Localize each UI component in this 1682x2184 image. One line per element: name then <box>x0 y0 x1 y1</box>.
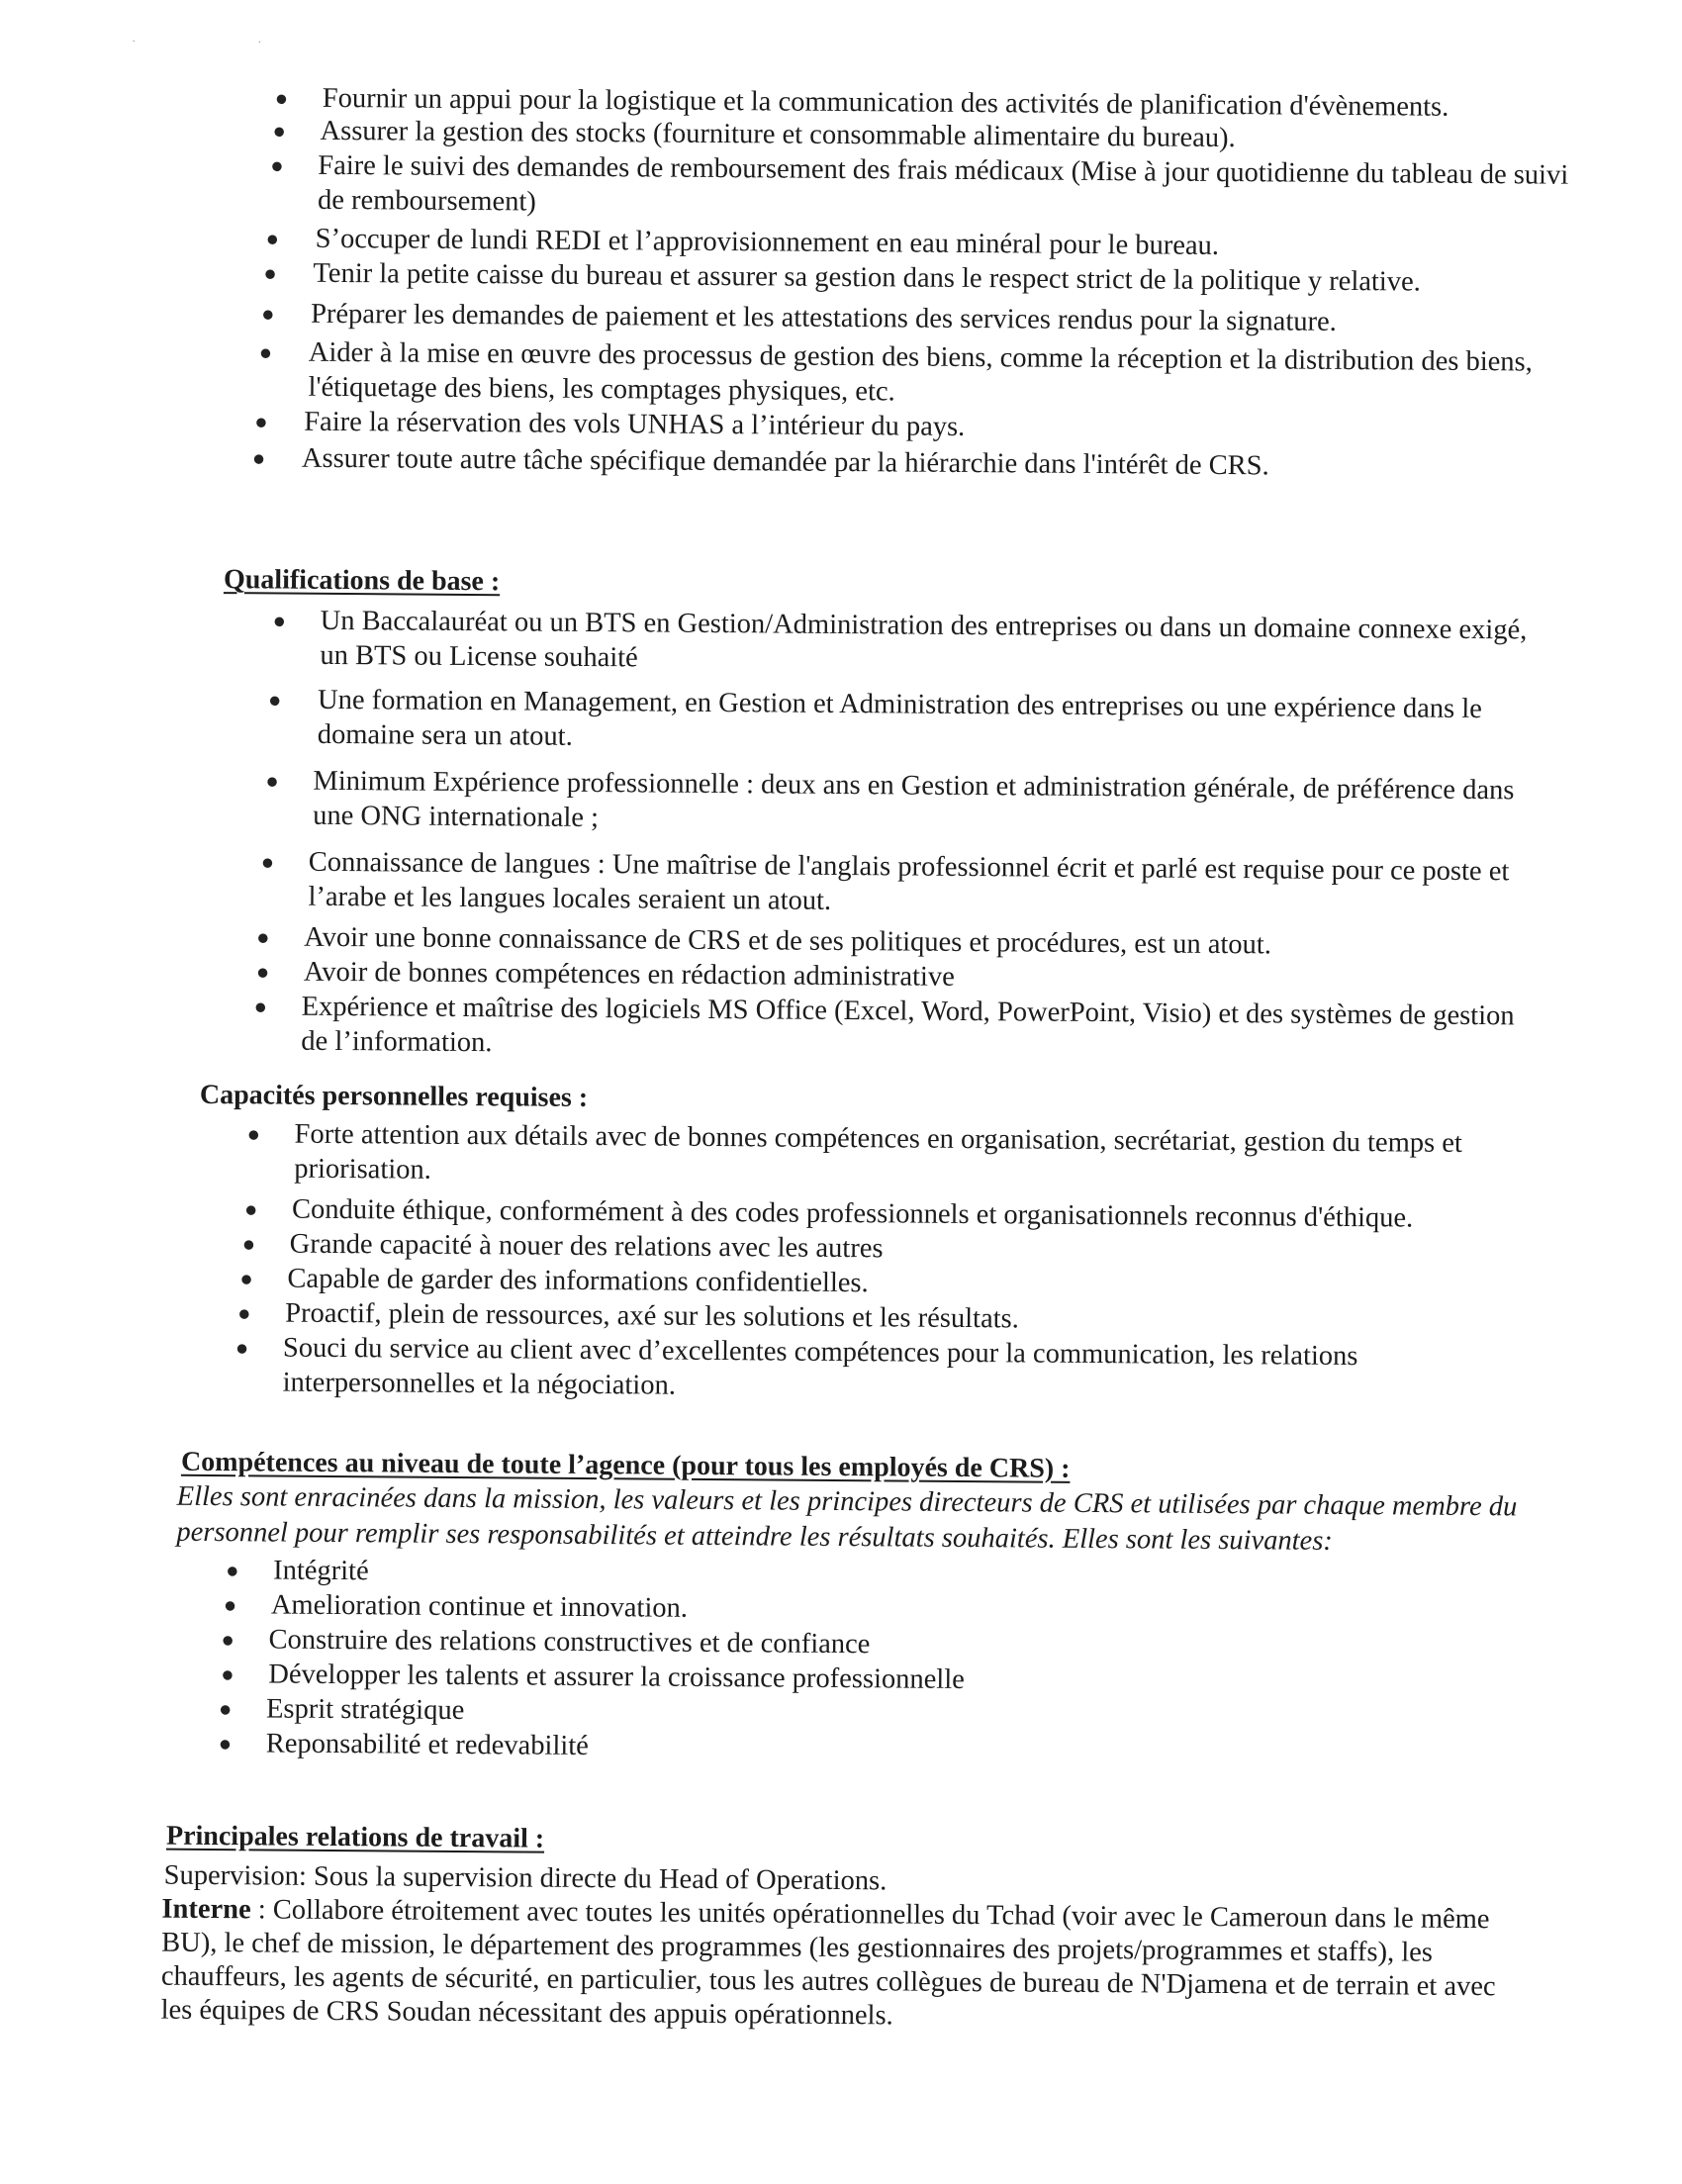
scan-marks: · · <box>132 34 322 49</box>
relations-section <box>0 1818 1676 2039</box>
list-item: ● Amelioration continue et innovation. <box>223 1589 689 1624</box>
list-item-text: Expérience et maîtrise des logiciels MS Office (Excel, Word, PowerPoint, Visio) et des systèmes de gestion de l’information. <box>301 991 1515 1059</box>
tasks-list <box>5 78 1682 486</box>
interne-text: : Collabore étroitement avec toutes les unités opérationnelles du Tchad (voir avec le Cameroun dans le même BU), le chef de mission, le département des programmes (les gestionnaires des projets/programmes et staffs), les chauffeurs, les agents de sécurité, en particulier, tous les autres collègues de bureau de N'Djamena et de terrain et avec les équipes de CRS Soudan nécessitant des appuis opérationnels. <box>160 1894 1496 2032</box>
list-item: ● Expérience et maîtrise des logiciels MS Office (Excel, Word, PowerPoint, Visio) et des systèmes de gestion de l’information. <box>253 991 1515 1059</box>
list-item-text: Faire la réservation des vols UNHAS a l’intérieur du pays. <box>304 406 966 442</box>
list-item: ● Avoir une bonne connaissance de CRS et de ses politiques et procédures, est un atout. <box>256 921 1272 961</box>
list-item-text: Minimum Expérience professionnelle : deux ans en Gestion et administration générale, de préférence dans une ONG internationale ; <box>313 765 1515 834</box>
list-item: ● Souci du service au client avec d’excellentes compétences pour la communication, les relations interpersonnelles et la négociation. <box>234 1332 1358 1401</box>
list-item: ● Faire la réservation des vols UNHAS a l’intérieur du pays. <box>254 406 966 442</box>
list-item: ● Proactif, plein de ressources, axé sur les solutions et les résultats. <box>237 1297 1019 1335</box>
list-item-text: Une formation en Management, en Gestion et Administration des entreprises ou une expérience dans le domaine sera un atout. <box>317 684 1483 752</box>
section-heading: Compétences au niveau de toute l’agence (pour tous les employés de CRS) : <box>180 1446 1071 1484</box>
list-item: ● Assurer toute autre tâche spécifique demandée par la hiérarchie dans l'intérêt de CRS. <box>251 442 1269 482</box>
list-item-text: Grande capacité à nouer des relations avec les autres <box>289 1228 884 1265</box>
list-item-text: Aider à la mise en œuvre des processus de gestion des biens, comme la réception et la distribution des biens, l'étiquetage des biens, les comptages physiques, etc. <box>308 336 1533 408</box>
list-item: ● Esprit stratégique <box>218 1693 465 1727</box>
list-item-text: Un Baccalauréat ou un BTS en Gestion/Administration des entreprises ou dans un domaine connexe exigé, un BTS ou License souhaité <box>320 605 1528 674</box>
list-item: ● Reponsabilité et redevabilité <box>218 1728 589 1762</box>
list-item: ● Conduite éthique, conformément à des codes professionnels et organisationnels reconnus d'éthique. <box>243 1193 1414 1234</box>
list-item-text: Connaissance de langues : Une maîtrise de l'anglais professionnel écrit et parlé est requise pour ce poste et l’arabe et les langues locales seraient un atout. <box>308 846 1510 916</box>
list-item-text: Avoir de bonnes compétences en rédaction administrative <box>303 956 955 993</box>
interne-label: Interne <box>161 1893 251 1926</box>
list-item-text: Assurer la gestion des stocks (fourniture et consommable alimentaire du bureau). <box>320 115 1236 154</box>
list-item-text: Forte attention aux détails avec de bonnes compétences en organisation, secrétariat, gestion du temps et priorisation. <box>294 1118 1462 1186</box>
qualifications-list <box>0 601 1682 1069</box>
list-item-text: Développer les talents et assurer la croissance professionnelle <box>268 1659 965 1695</box>
list-item: ● Avoir de bonnes compétences en rédaction administrative <box>255 956 955 993</box>
list-item: ● Construire des relations constructives et de confiance <box>221 1624 871 1661</box>
list-item-text: S’occuper de lundi REDI et l’approvisionnement en eau minéral pour le bureau. <box>315 223 1220 261</box>
list-item: ● Faire le suivi des demandes de remboursement des frais médicaux (Mise à jour quotidienne du tableau de suivi de remboursement) <box>270 149 1569 218</box>
list-item: ● Intégrité <box>226 1555 369 1587</box>
competences-section <box>0 1444 1679 1771</box>
list-item-text: Capable de garder des informations confidentielles. <box>287 1263 869 1299</box>
list-item: ● Capable de garder des informations confidentielles. <box>239 1263 869 1299</box>
section-heading: Principales relations de travail : <box>165 1820 545 1854</box>
list-item-text: Assurer toute autre tâche spécifique demandée par la hiérarchie dans l'intérêt de CRS. <box>301 442 1269 482</box>
list-item-text: Proactif, plein de ressources, axé sur les solutions et les résultats. <box>285 1297 1019 1335</box>
list-item-text: Esprit stratégique <box>265 1693 465 1727</box>
capacites-section <box>0 1077 1682 1410</box>
list-item: ● Forte attention aux détails avec de bonnes compétences en organisation, secrétariat, gestion du temps et priorisation. <box>246 1118 1462 1186</box>
list-item-text: Tenir la petite caisse du bureau et assurer sa gestion dans le respect strict de la politique y relative. <box>313 257 1421 298</box>
list-item-text: Souci du service au client avec d’excellentes compétences pour la communication, les relations interpersonnelles et la négociation. <box>282 1332 1358 1401</box>
list-item-text: Préparer les demandes de paiement et les attestations des services rendus pour la signature. <box>311 298 1337 337</box>
list-item: ● Connaissance de langues : Une maîtrise de l'anglais professionnel écrit et parlé est requise pour ce poste et l’arabe et les langues locales seraient un atout. <box>260 846 1510 916</box>
list-item: ● Une formation en Management, en Gestion et Administration des entreprises ou une expérience dans le domaine sera un atout. <box>267 684 1483 752</box>
section-heading: Qualifications de base : <box>223 564 501 598</box>
list-item-text: Amelioration continue et innovation. <box>270 1589 689 1624</box>
capacites-list <box>0 1114 1682 1410</box>
list-item-text: Construire des relations constructives et de confiance <box>268 1624 871 1661</box>
section-heading: Capacités personnelles requises : <box>199 1079 589 1113</box>
list-item: ● Grande capacité à nouer des relations avec les autres <box>241 1228 884 1265</box>
list-item-text: Fournir un appui pour la logistique et la communication des activités de planification d'évènements. <box>322 82 1449 123</box>
list-item-text: Intégrité <box>273 1555 369 1587</box>
list-item-text: Faire le suivi des demandes de remboursement des frais médicaux (Mise à jour quotidienne du tableau de suivi de remboursement) <box>317 149 1569 218</box>
list-item-text: Reponsabilité et redevabilité <box>265 1728 589 1762</box>
list-item: ● Aider à la mise en œuvre des processus de gestion des biens, comme la réception et la distribution des biens, l'étiquetage des biens, les comptages physiques, etc. <box>258 336 1533 408</box>
list-item: ● Tenir la petite caisse du bureau et assurer sa gestion dans le respect strict de la politique y relative. <box>263 257 1421 298</box>
supervision-line: Supervision: Sous la supervision directe du Head of Operations. <box>163 1859 888 1897</box>
competences-list <box>0 1551 1678 1771</box>
competences-intro: Elles sont enracinées dans la mission, les valeurs et les principes directeurs de CRS et utilisées par chaque membre du personnel pour remplir ses responsabilités et atteindre les résultats souhaités. Elles sont les suivantes: <box>176 1480 1518 1557</box>
list-item: ● Un Baccalauréat ou un BTS en Gestion/Administration des entreprises ou dans un domaine connexe exigé, un BTS ou License souhaité <box>272 605 1528 674</box>
list-item-text: Avoir une bonne connaissance de CRS et de ses politiques et procédures, est un atout. <box>304 921 1272 961</box>
list-item: ● Minimum Expérience professionnelle : deux ans en Gestion et administration générale, de préférence dans une ONG internationale ; <box>265 765 1515 834</box>
list-item: ● Préparer les demandes de paiement et les attestations des services rendus pour la signature. <box>261 298 1337 337</box>
tasks-section <box>5 78 1682 486</box>
list-item: ● Fournir un appui pour la logistique et la communication des activités de planification d'évènements. <box>274 82 1449 123</box>
interne-paragraph <box>0 1891 1498 2038</box>
qualifications-section <box>0 561 1682 1069</box>
list-item-text: Conduite éthique, conformément à des codes professionnels et organisationnels reconnus d'éthique. <box>291 1193 1414 1234</box>
list-item: ● S’occuper de lundi REDI et l’approvisionnement en eau minéral pour le bureau. <box>265 223 1220 261</box>
list-item: ● Développer les talents et assurer la croissance professionnelle <box>221 1659 965 1695</box>
list-item: ● Assurer la gestion des stocks (fourniture et consommable alimentaire du bureau). <box>272 115 1236 154</box>
